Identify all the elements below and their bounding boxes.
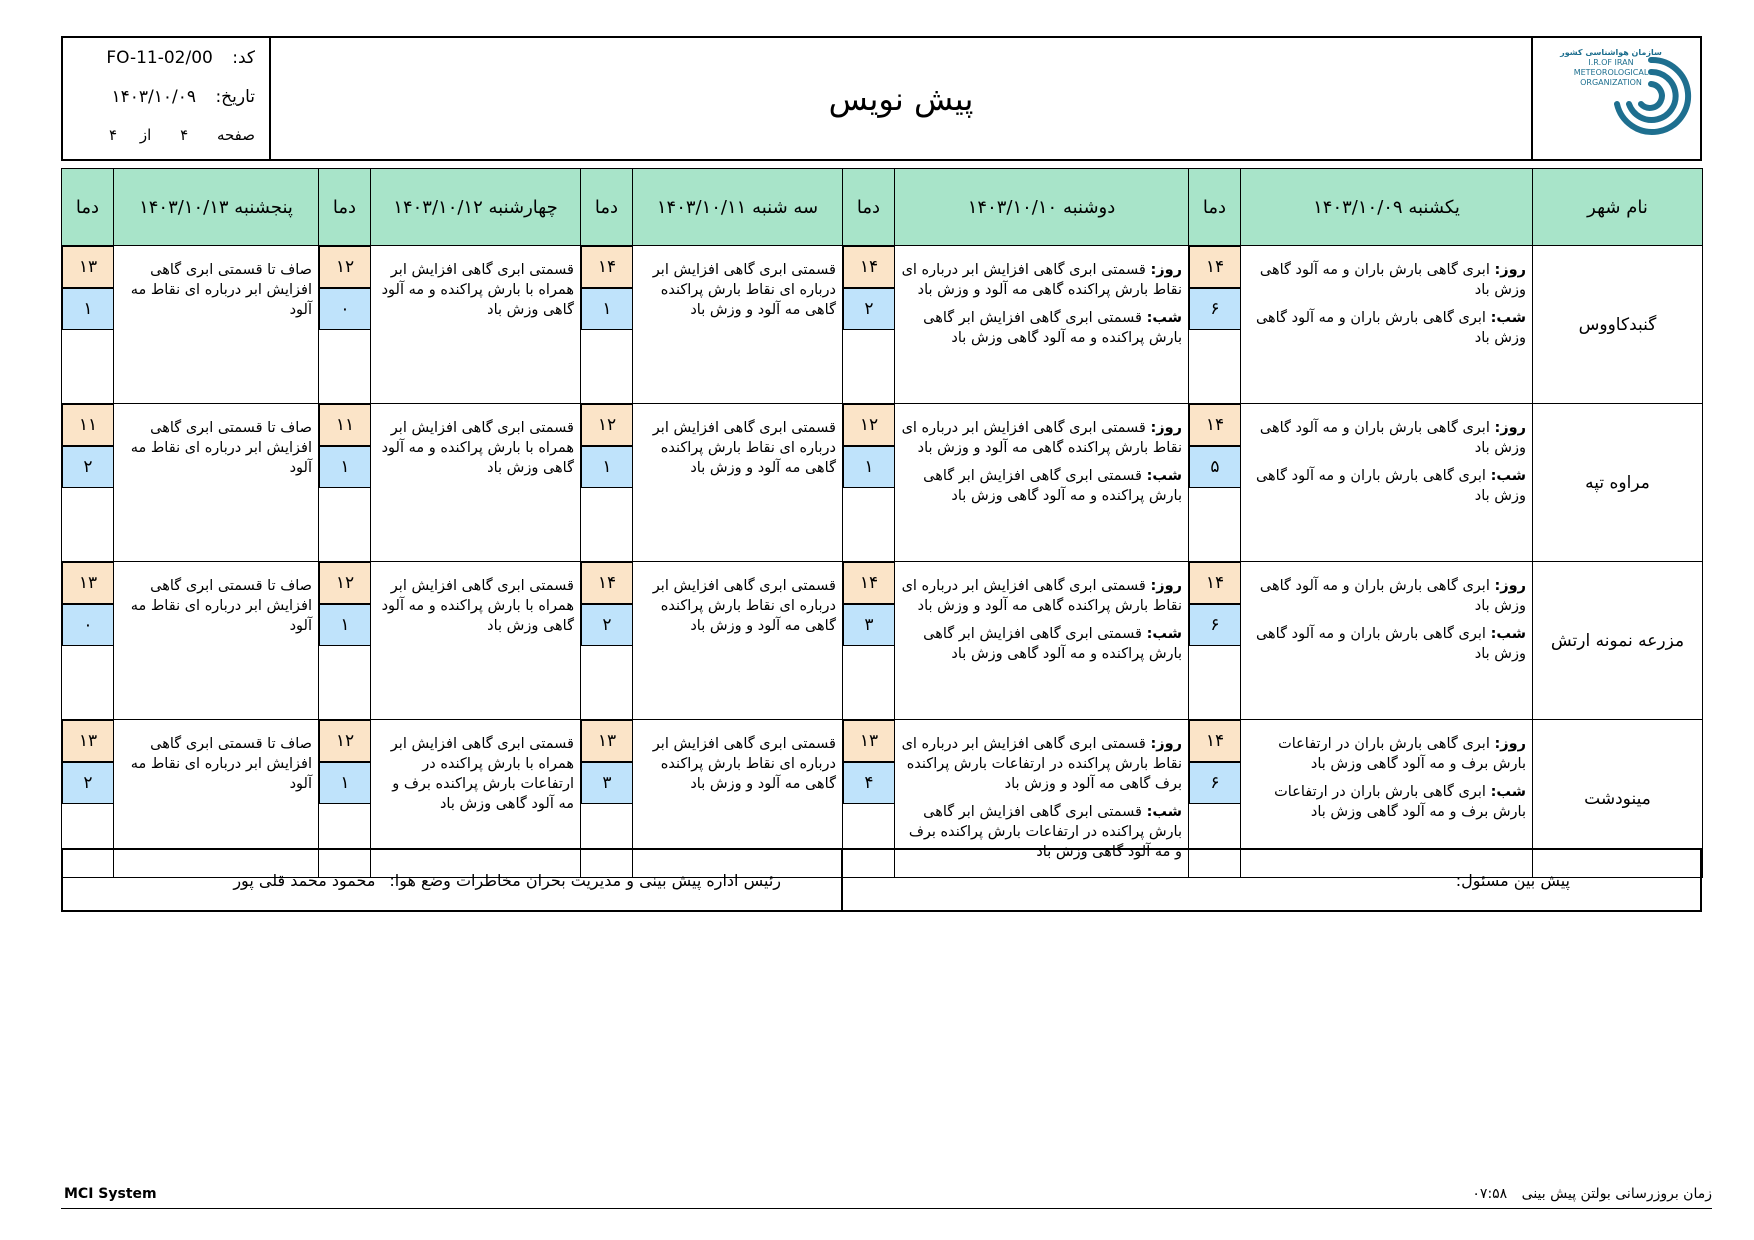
day-text: قسمتی ابری گاهی افزایش ابر درباره ای نقاط بارش پراکنده گاهی مه آلود و وزش باد <box>901 420 1182 456</box>
document-header <box>61 36 1702 161</box>
night-text: ابری گاهی بارش باران و مه آلود گاهی وزش باد <box>1255 626 1526 662</box>
forecast-text: قسمتی ابری گاهی افزایش ابر درباره ای نقاط بارش پراکنده گاهی مه آلود و وزش باد <box>652 578 836 634</box>
forecast-text: قسمتی ابری گاهی افزایش ابر همراه با بارش پراکنده و مه آلود گاهی وزش باد <box>381 578 574 634</box>
forecast-cell <box>633 246 843 404</box>
table-row <box>62 246 1703 404</box>
max-temp: ۱۴ <box>1189 404 1241 446</box>
forecast-text: قسمتی ابری گاهی افزایش ابر همراه با بارش پراکنده در ارتفاعات بارش پراکنده برف و مه آلود گاهی وزش باد <box>390 736 574 812</box>
temp-cell <box>843 562 895 720</box>
day-text: ابری گاهی بارش باران و مه آلود گاهی وزش باد <box>1259 420 1526 456</box>
min-temp: ۳ <box>843 604 895 646</box>
logo-text-fa: سازمان هواشناسی کشور <box>1560 48 1662 57</box>
min-temp: ۱ <box>581 288 633 330</box>
day-forecast <box>1247 260 1526 300</box>
forecast-cell <box>371 562 581 720</box>
night-forecast <box>901 308 1182 348</box>
date-value: ۱۴۰۳/۱۰/۰۹ <box>111 87 197 107</box>
night-label: شب: <box>1490 468 1526 484</box>
night-text: قسمتی ابری گاهی افزایش ابر گاهی بارش پراکنده در ارتفاعات بارش پراکنده برف و مه آلود گاهی وزش باد <box>908 804 1182 860</box>
forecast-text: قسمتی ابری گاهی افزایش ابر همراه با بارش پراکنده و مه آلود گاهی وزش باد <box>381 262 574 318</box>
max-temp: ۱۲ <box>319 720 371 762</box>
page-of: از <box>139 126 152 144</box>
update-label: زمان بروزرسانی بولتن پیش بینی <box>1521 1186 1712 1202</box>
min-temp: ۰ <box>319 288 371 330</box>
max-temp: ۱۴ <box>1189 720 1241 762</box>
temp-header: دما <box>319 169 371 246</box>
min-temp: ۱ <box>319 604 371 646</box>
temp-cell <box>843 246 895 404</box>
day-label: روز: <box>1494 420 1526 436</box>
min-temp: ۰ <box>62 604 114 646</box>
day-header-5: پنجشنبه ۱۴۰۳/۱۰/۱۳ <box>114 169 319 246</box>
temp-cell <box>1189 562 1241 720</box>
temp-cell <box>62 246 114 404</box>
temp-cell <box>62 562 114 720</box>
temp-header: دما <box>843 169 895 246</box>
spiral-logo-icon <box>1609 52 1693 146</box>
forecast-cell <box>895 562 1189 720</box>
min-temp: ۳ <box>581 762 633 804</box>
min-temp: ۱ <box>62 288 114 330</box>
min-temp: ۱ <box>319 446 371 488</box>
signature-box <box>61 848 1702 912</box>
day-text: قسمتی ابری گاهی افزایش ابر درباره ای نقاط بارش پراکنده در ارتفاعات بارش پراکنده برف گاهی مه آلود و وزش باد <box>901 736 1182 792</box>
forecaster-label: پیش بین مسئول: <box>1455 870 1570 890</box>
day-label: روز: <box>1494 736 1526 752</box>
code-value: FO-11-02/00 <box>106 48 213 68</box>
city-name: مراوه تپه <box>1533 404 1703 562</box>
temp-cell <box>62 404 114 562</box>
temp-cell <box>319 562 371 720</box>
max-temp: ۱۲ <box>319 246 371 288</box>
day-forecast <box>1247 418 1526 458</box>
day-text: ابری گاهی بارش باران در ارتفاعات بارش برف و مه آلود گاهی وزش باد <box>1278 736 1526 772</box>
night-text: قسمتی ابری گاهی افزایش ابر گاهی بارش پراکنده و مه آلود گاهی وزش باد <box>923 310 1182 346</box>
page-title: پیش نویس <box>828 79 974 118</box>
temp-header: دما <box>62 169 114 246</box>
max-temp: ۱۴ <box>581 246 633 288</box>
day-label: روز: <box>1150 262 1182 278</box>
max-temp: ۱۴ <box>1189 246 1241 288</box>
temp-cell <box>581 246 633 404</box>
forecast-cell <box>633 562 843 720</box>
day-text: قسمتی ابری گاهی افزایش ابر درباره ای نقاط بارش پراکنده گاهی مه آلود و وزش باد <box>901 578 1182 614</box>
max-temp: ۱۴ <box>843 562 895 604</box>
max-temp: ۱۳ <box>62 246 114 288</box>
min-temp: ۶ <box>1189 762 1241 804</box>
max-temp: ۱۲ <box>581 404 633 446</box>
forecast-text: قسمتی ابری گاهی افزایش ابر درباره ای نقاط بارش پراکنده گاهی مه آلود و وزش باد <box>652 262 836 318</box>
max-temp: ۱۳ <box>62 562 114 604</box>
forecast-text: قسمتی ابری گاهی افزایش ابر درباره ای نقاط بارش پراکنده گاهی مه آلود و وزش باد <box>652 420 836 476</box>
code-row <box>106 48 255 72</box>
min-temp: ۱ <box>581 446 633 488</box>
day-text: ابری گاهی بارش باران و مه آلود گاهی وزش باد <box>1259 262 1526 298</box>
organization-logo <box>1531 38 1700 159</box>
min-temp: ۲ <box>62 762 114 804</box>
forecast-cell <box>114 246 319 404</box>
date-label: تاریخ: <box>215 87 255 107</box>
day-forecast <box>1247 576 1526 616</box>
day-header-1: یکشنبه ۱۴۰۳/۱۰/۰۹ <box>1241 169 1533 246</box>
day-label: روز: <box>1150 420 1182 436</box>
night-text: قسمتی ابری گاهی افزایش ابر گاهی بارش پراکنده و مه آلود گاهی وزش باد <box>923 626 1182 662</box>
day-forecast <box>901 734 1182 794</box>
forecast-cell <box>1241 562 1533 720</box>
min-temp: ۴ <box>843 762 895 804</box>
night-text: ابری گاهی بارش باران و مه آلود گاهی وزش باد <box>1255 468 1526 504</box>
forecast-cell <box>114 404 319 562</box>
forecast-table <box>61 168 1703 878</box>
city-name: مینودشت <box>1533 720 1703 878</box>
day-label: روز: <box>1494 578 1526 594</box>
forecast-cell <box>1241 404 1533 562</box>
forecast-cell <box>895 246 1189 404</box>
temp-cell <box>581 562 633 720</box>
date-row <box>112 87 255 111</box>
max-temp: ۱۳ <box>843 720 895 762</box>
day-label: روز: <box>1494 262 1526 278</box>
night-forecast <box>1247 308 1526 348</box>
head-label: رئیس اداره پیش بینی و مدیریت بحران مخاطرات وضع هوا: <box>389 870 781 890</box>
max-temp: ۱۱ <box>62 404 114 446</box>
max-temp: ۱۳ <box>581 720 633 762</box>
temp-header: دما <box>1189 169 1241 246</box>
forecast-text: قسمتی ابری گاهی افزایش ابر همراه با بارش پراکنده و مه آلود گاهی وزش باد <box>381 420 574 476</box>
head-name: محمود محمد قلی پور <box>233 870 376 890</box>
temp-cell <box>319 246 371 404</box>
day-header-3: سه شنبه ۱۴۰۳/۱۰/۱۱ <box>633 169 843 246</box>
day-forecast <box>901 260 1182 300</box>
min-temp: ۶ <box>1189 604 1241 646</box>
forecast-cell <box>371 404 581 562</box>
page-total: ۴ <box>109 126 118 144</box>
min-temp: ۲ <box>62 446 114 488</box>
update-value: ۰۷:۵۸ <box>1472 1186 1508 1202</box>
day-label: روز: <box>1150 578 1182 594</box>
forecast-text: صاف تا قسمتی ابری گاهی افزایش ابر درباره ای نقاط مه آلود <box>130 736 312 792</box>
code-label: کد: <box>232 48 255 68</box>
min-temp: ۲ <box>843 288 895 330</box>
max-temp: ۱۱ <box>319 404 371 446</box>
night-forecast <box>901 466 1182 506</box>
temp-cell <box>1189 404 1241 562</box>
temp-cell <box>1189 246 1241 404</box>
document-meta <box>63 38 271 159</box>
head-signature <box>63 850 843 910</box>
night-text: قسمتی ابری گاهی افزایش ابر گاهی بارش پراکنده و مه آلود گاهی وزش باد <box>923 468 1182 504</box>
max-temp: ۱۴ <box>1189 562 1241 604</box>
day-forecast <box>901 576 1182 616</box>
min-temp: ۲ <box>581 604 633 646</box>
forecast-cell <box>371 246 581 404</box>
city-name: گنبدکاووس <box>1533 246 1703 404</box>
temp-cell <box>319 404 371 562</box>
page-label: صفحه <box>216 126 255 144</box>
logo-text-en3: ORGANIZATION <box>1580 78 1642 87</box>
city-name: مزرعه نمونه ارتش <box>1533 562 1703 720</box>
day-text: ابری گاهی بارش باران و مه آلود گاهی وزش باد <box>1259 578 1526 614</box>
forecaster-signature <box>843 850 1700 910</box>
day-forecast <box>1247 734 1526 774</box>
temp-cell <box>843 404 895 562</box>
logo-text-en2: METEOROLOGICAL <box>1573 68 1649 77</box>
night-label: شب: <box>1146 468 1182 484</box>
temp-header: دما <box>581 169 633 246</box>
system-name: MCI System <box>64 1186 157 1202</box>
min-temp: ۱ <box>843 446 895 488</box>
forecast-text: صاف تا قسمتی ابری گاهی افزایش ابر درباره ای نقاط مه آلود <box>130 262 312 318</box>
night-forecast <box>1247 782 1526 822</box>
forecast-text: صاف تا قسمتی ابری گاهی افزایش ابر درباره ای نقاط مه آلود <box>130 578 312 634</box>
night-forecast <box>1247 624 1526 664</box>
night-label: شب: <box>1146 804 1182 820</box>
night-label: شب: <box>1146 310 1182 326</box>
logo-text-en1: I.R.OF IRAN <box>1588 58 1634 67</box>
min-temp: ۶ <box>1189 288 1241 330</box>
table-header-row <box>62 169 1703 246</box>
night-label: شب: <box>1146 626 1182 642</box>
day-header-4: چهارشنبه ۱۴۰۳/۱۰/۱۲ <box>371 169 581 246</box>
forecast-cell <box>1241 246 1533 404</box>
day-text: قسمتی ابری گاهی افزایش ابر درباره ای نقاط بارش پراکنده گاهی مه آلود و وزش باد <box>901 262 1182 298</box>
table-row <box>62 562 1703 720</box>
update-time <box>1472 1186 1712 1202</box>
forecast-cell <box>633 404 843 562</box>
page-current: ۴ <box>180 126 189 144</box>
night-label: شب: <box>1490 784 1526 800</box>
night-text: ابری گاهی بارش باران در ارتفاعات بارش برف و مه آلود گاهی وزش باد <box>1274 784 1526 820</box>
forecast-text: قسمتی ابری گاهی افزایش ابر درباره ای نقاط بارش پراکنده گاهی مه آلود و وزش باد <box>652 736 836 792</box>
day-label: روز: <box>1150 736 1182 752</box>
night-text: ابری گاهی بارش باران و مه آلود گاهی وزش باد <box>1255 310 1526 346</box>
min-temp: ۵ <box>1189 446 1241 488</box>
min-temp: ۱ <box>319 762 371 804</box>
forecast-text: صاف تا قسمتی ابری گاهی افزایش ابر درباره ای نقاط مه آلود <box>130 420 312 476</box>
footer-rule <box>61 1208 1712 1209</box>
forecast-cell <box>895 404 1189 562</box>
max-temp: ۱۴ <box>843 246 895 288</box>
night-label: شب: <box>1490 626 1526 642</box>
max-temp: ۱۲ <box>843 404 895 446</box>
table-row <box>62 404 1703 562</box>
max-temp: ۱۲ <box>319 562 371 604</box>
night-forecast <box>901 624 1182 664</box>
night-label: شب: <box>1490 310 1526 326</box>
day-forecast <box>901 418 1182 458</box>
day-header-2: دوشنبه ۱۴۰۳/۱۰/۱۰ <box>895 169 1189 246</box>
night-forecast <box>1247 466 1526 506</box>
temp-cell <box>581 404 633 562</box>
max-temp: ۱۳ <box>62 720 114 762</box>
page-row <box>109 126 255 150</box>
city-header: نام شهر <box>1533 169 1703 246</box>
max-temp: ۱۴ <box>581 562 633 604</box>
forecast-cell <box>114 562 319 720</box>
